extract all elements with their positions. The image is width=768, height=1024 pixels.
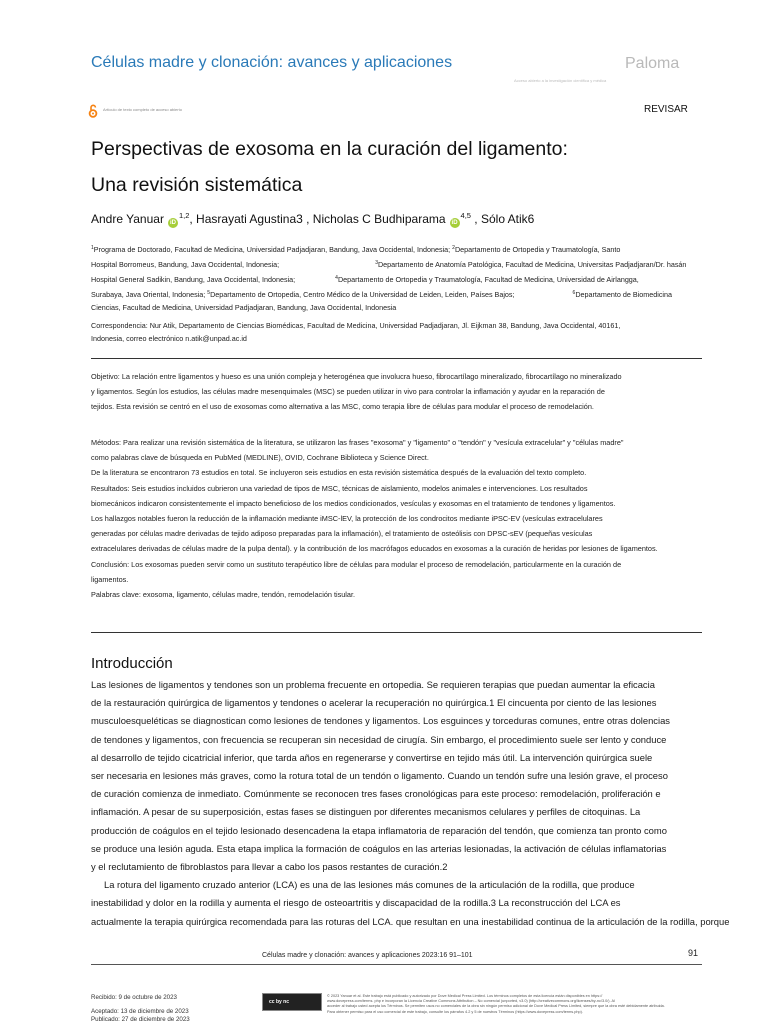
abstract-top-rule	[91, 358, 702, 359]
creative-commons-badge[interactable]	[262, 993, 322, 1011]
accepted-date: Aceptado: 13 de diciembre de 2023	[91, 1008, 189, 1015]
open-access-icon	[88, 104, 98, 118]
article-title-line-2: Una revisión sistemática	[91, 174, 303, 196]
author-name: Andre Yanuar	[91, 212, 164, 226]
article-title-line-1: Perspectivas de exosoma en la curación del ligamento:	[91, 138, 568, 160]
affiliation-line: Surabaya, Java Oriental, Indonesia; $^5$Departamento de Ortopedia, Centro Médico de la Universidad de Leiden, Leiden, Países Bajos; $^6$Departamento de Biomedicina	[91, 289, 672, 299]
correspondence: Correspondencia: Nur Atik, Departamento de Ciencias Biomédicas, Facultad de Medicina, Universidad Padjadjaran, Jl. Eijkman 38, Bandung, Java Occidental, 40161, Indonesia, correo electrónico n.atik@unpad.ac.id	[91, 320, 701, 345]
author-name: , Nicholas C Budhiparama	[302, 212, 446, 226]
affiliation-line: $^1$Programa de Doctorado, Facultad de Medicina, Universidad Padjadjaran, Bandung, Java Occidental, Indonesia; $^2$Departamento de Ortopedia y Traumatología, Santo	[91, 245, 621, 254]
footer-journal-citation: Células madre y clonación: avances y aplicaciones 2023:16 91–101	[262, 952, 473, 959]
affiliation-line: Ciencias, Facultad de Medicina, Universidad Padjadjaran, Bandung, Java Occidental, Indonesia	[91, 302, 397, 312]
affiliations	[91, 242, 701, 315]
journal-title: Células madre y clonación: avances y aplicaciones	[91, 54, 453, 71]
author-list	[91, 211, 534, 228]
cc-icon: cc by nc	[269, 999, 290, 1005]
page-number: 91	[688, 948, 699, 958]
received-date: Recibido: 9 de octubre de 2023	[91, 994, 177, 1001]
author-name: , Hasrayati Agustina3	[189, 212, 303, 226]
publication-dates	[91, 994, 190, 1024]
orcid-icon[interactable]: iD	[169, 220, 176, 226]
author-affiliation-sup: 1,2	[178, 211, 190, 220]
abstract-body: Métodos: Para realizar una revisión sistemática de la literatura, se utilizaron las frases "exosoma" y "ligamento" o "tendón" y "vesícula extracelular" y "células madre" como palabras clave de búsqueda en PubMed (MEDLINE), OVID, Cochrane Biblioteca y Science Direct. De la literatura se encontraron 73 estudios en total. Se incluyeron seis estudios en esta revisión sistemática después de la evaluación del texto completo. Resultados: Seis estudios incluidos cubrieron una variedad de tipos de MSC, técnicas de aislamiento, modelos animales e intervenciones. Los resultados biomecánicos indicaron consistentemente el impacto beneficioso de los medios condicionados, vesículas y exosomas en el tratamiento de tendones y ligamentos. Los hallazgos notables fueron la reducción de la inflamación mediante iMSC-lEV, la protección de los condrocitos mediante iPSC-EV (vesículas extracelulares generadas por células madre derivadas de tejido adiposo preparadas para la inflamación), el tratamiento de osteólisis con DPSC-sEV (pequeñas vesículas extracelulares derivadas de células madre de la pulpa dental). y la contribución de los macrófagos educados en exosomas a la curación de heridas por lesiones de ligamentos. Conclusión: Los exosomas pueden servir como un sustituto terapéutico libre de células para modular el proceso de remodelación, particularmente en la curación de ligamentos. Palabras clave: exosoma, ligamento, células madre, tendón, remodelación tisular.	[91, 435, 703, 602]
section-heading-introduction: Introducción	[91, 655, 173, 672]
publisher-name: Paloma	[625, 55, 680, 72]
keywords: Palabras clave: exosoma, ligamento, células madre, tendón, remodelación tisular.	[91, 590, 356, 600]
abstract-bottom-rule	[91, 632, 702, 633]
affiliation-line: Hospital General Sadikin, Bandung, Java Occidental, Indonesia; $^4$Departamento de Ortopedia y Traumatología, Facultad de Medicina, Universidad de Airlangga,	[91, 274, 639, 284]
footer-rule	[91, 964, 702, 965]
affiliation-line: Hospital Borromeus, Bandung, Java Occidental, Indonesia; $^3$Departamento de Anatomía Patológica, Facultad de Medicina, Universitas Padjadjaran/Dr. hasán	[91, 259, 687, 269]
published-date: Publicado: 27 de diciembre de 2023	[91, 1016, 190, 1023]
license-text: © 2023 Yanuar et al. Este trabajo está publicado y autorizado por Dove Medical Press Limited. Los términos completos de esta licencia están disponibles en https:// www.dovepress.com/terms. php e incorporan la Licencia Creative Commons Attribution – No comercial (unported, v3.0) (http://creativecommons.org/licenses/by-nc/3.0/). Al acceder al trabajo usted acepta los Términos. Se permiten usos no comerciales de la obra sin ningún permiso adicional de Dove Medical Press Limited, siempre que la obra esté debidamente atribuida. Para obtener permiso para el uso comercial de este trabajo, consulte los párrafos 4.2 y 5 de nuestros Términos (https://www.dovepress.com/terms.php).	[327, 994, 665, 1014]
correspondence-email[interactable]: Indonesia, correo electrónico n.atik@unpad.ac.id	[91, 333, 247, 343]
orcid-icon[interactable]: iD	[451, 220, 458, 226]
author-name: , Sólo Atik6	[470, 212, 535, 226]
publisher-tagline: Acceso abierto a la investigación científica y médica	[514, 78, 607, 83]
open-access-label: Artículo de texto completo de acceso abierto	[103, 107, 182, 112]
author-affiliation-sup: 4,5	[460, 211, 471, 220]
abstract-objective: Objetivo: La relación entre ligamentos y hueso es una unión compleja y heterogénea que involucra hueso, fibrocartílago mineralizado, fibrocartílago no mineralizado y ligamentos. Según los estudios, las células madre mesenquimales (MSC) se pueden utilizar in vivo para controlar la inflamación y ayudar en la reparación de tejidos. Esta revisión se centró en el uso de exosomas como alternativa a las MSC, como terapia libre de células para modular el proceso de remodelación.	[91, 372, 622, 412]
article-type: REVISAR	[644, 104, 688, 115]
introduction-text: Las lesiones de ligamentos y tendones son un problema frecuente en ortopedia. Se requieren terapias que puedan aumentar la eficacia de la restauración quirúrgica de ligamentos y tendones o acelerar la recuperación no quirúrgica.1 El cincuenta por ciento de las lesiones musculoesqueléticas se diagnostican como lesiones de tendones y ligamentos. Los esguinces y torceduras comunes, entre otras dolencias de tendones y ligamentos, con frecuencia se recuperan sin necesidad de cirugía. Sin embargo, el procedimiento suele ser lento y conduce al desarrollo de tejido cicatricial inferior, que tarda años en regenerarse y convertirse en tejido más útil. La intervención quirúrgica suele ser necesaria en lesiones más graves, como la rotura total de un tendón o ligamento. Cuando un tendón sufre una lesión grave, el proceso de curación comienza de inmediato. Comúnmente se reconocen tres fases cronológicas para este proceso: remodelación, proliferación e inflamación. A pesar de su superposición, estas fases se distinguen por diferentes mecanismos celulares y perfiles de citoquinas. La producción de coágulos en el tejido lesionado desencadena la etapa inflamatoria de reparación del tendón, que comienza tan pronto como se produce una lesión aguda. Esta etapa implica la formación de coágulos en las arterias lesionadas, la activación de células inflamatorias y el reclutamiento de fibroblastos para llevar a cabo los pasos restantes de curación.2 La rotura del ligamento cruzado anterior (LCA) es una de las lesiones más comunes de la articulación de la rodilla, que produce inestabilidad y dolor en la rodilla y aumenta el riesgo de osteoartritis y discapacidad de la rodilla.3 La reconstrucción del LCA es actualmente la terapia quirúrgica recomendada para las roturas del LCA. que resultan en una inestabilidad continua de la articulación de la rodilla, porque	[91, 679, 730, 927]
